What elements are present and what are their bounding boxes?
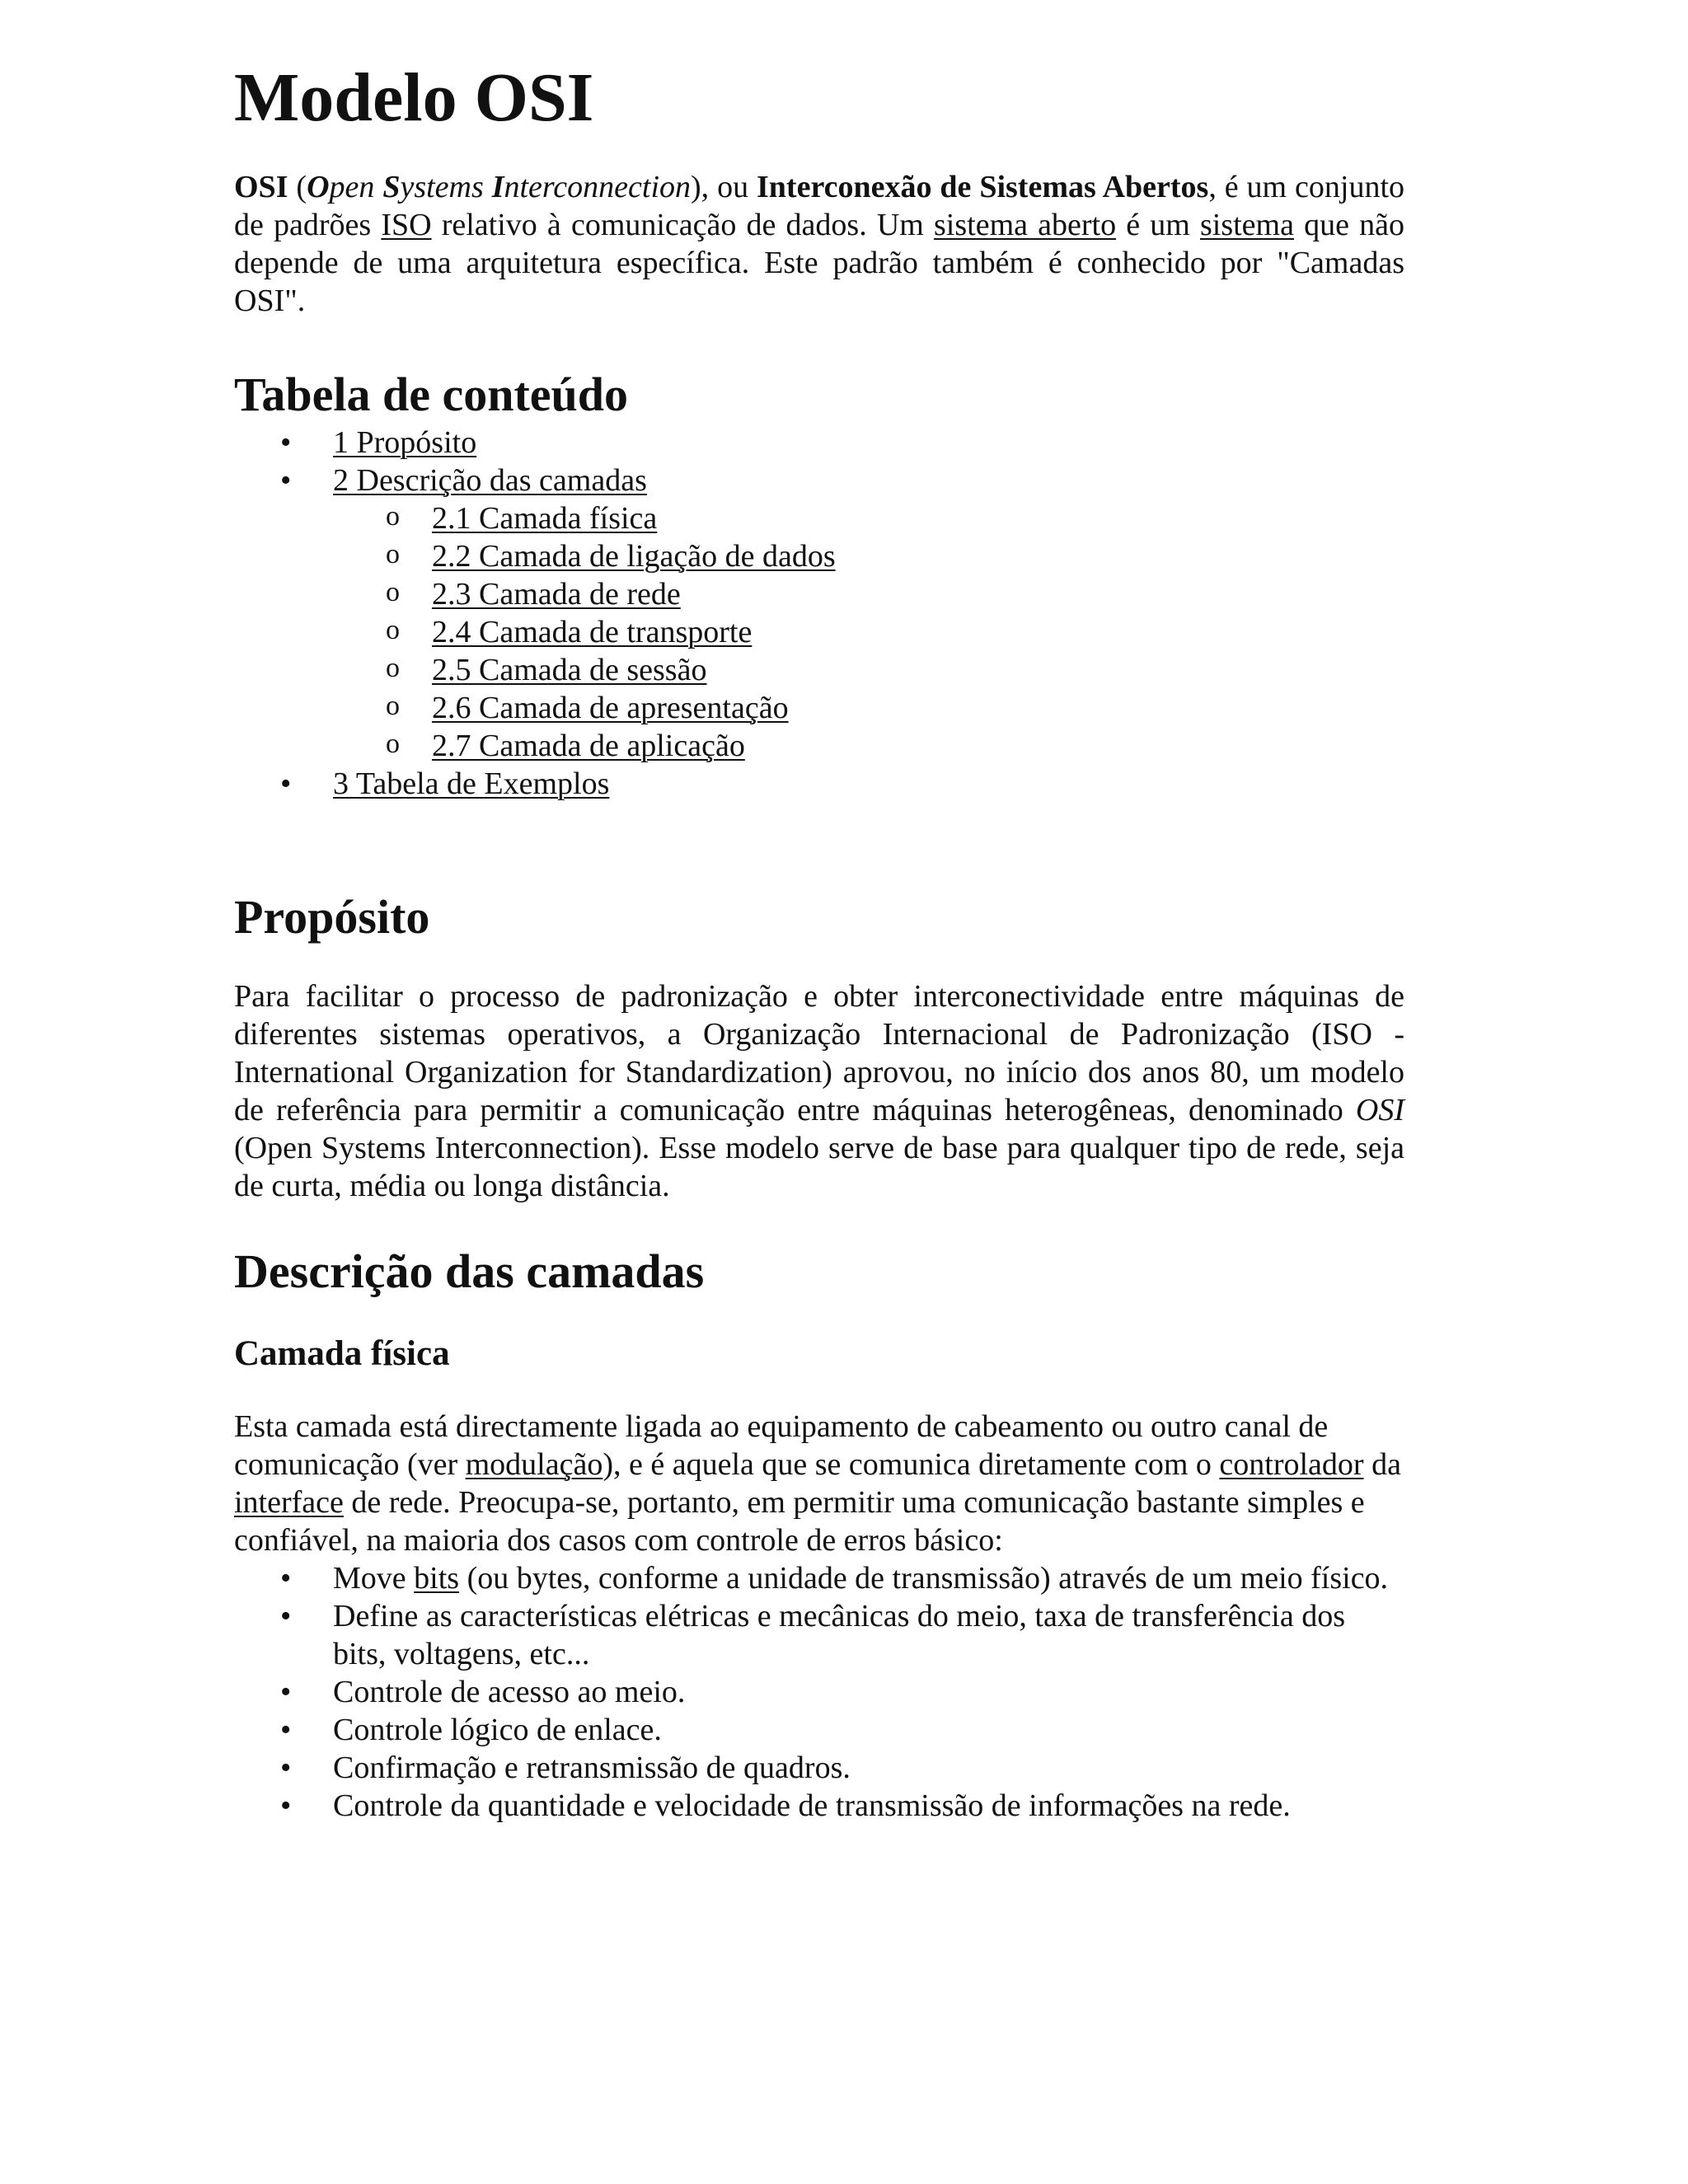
toc-subitem [333,651,1404,689]
toc-link-camada-apresentacao[interactable]: 2.6 Camada de apresentação [432,691,789,725]
intro-paragraph [234,168,1404,320]
descricao-heading: Descrição das camadas [234,1244,705,1298]
fisica-text: ), e é aquela que se comunica diretamente com o [603,1447,1220,1482]
toc-subitem [333,537,1404,575]
toc-item [234,462,1404,765]
toc-link-camada-sessao[interactable]: 2.5 Camada de sessão [432,653,707,687]
initial-s: S [382,170,401,204]
proposito-text: Para facilitar o processo de padronização e obter interconectividade entre máquinas de diferentes sistemas operativos, a Organização Internacional de Padronização (ISO - International Organization for Standardization) aprovou, no início dos anos 80, um modelo de referência para permitir a comunicação entre máquinas heterogêneas, denominado [234,979,1404,1127]
table-of-contents [234,424,1404,803]
toc-subitem [333,499,1404,537]
toc-sublist [333,499,1404,765]
toc-link-camada-aplicacao[interactable]: 2.7 Camada de aplicação [432,729,745,763]
bits-link[interactable]: bits [414,1561,460,1596]
list-item: • Define as características elétricas e mecânicas do meio, taxa de transferência dos bits, voltagens, etc... [234,1597,1404,1673]
toc-link-proposito[interactable]: 1 Propósito [333,425,477,460]
toc-link-camada-transporte[interactable]: 2.4 Camada de transporte [432,615,753,649]
osi-bold: OSI [234,170,288,204]
iso-link[interactable]: ISO [381,208,432,242]
proposito-paragraph [234,977,1404,1205]
page-title: Modelo OSI [234,59,594,136]
fisica-text: de rede. Preocupa-se, portanto, em permitir uma comunicação bastante simples e confiável, na maioria dos casos com controle de erros básico: [234,1485,1365,1558]
initial-i: I [491,170,504,204]
word-open: pen [329,170,383,204]
controlador-link[interactable]: controlador [1219,1447,1364,1482]
toc-heading: Tabela de conteúdo [234,368,629,421]
toc-link-descricao[interactable]: 2 Descrição das camadas [333,463,647,498]
osi-italic: OSI [1355,1093,1404,1127]
interconexao-bold: Interconexão de Sistemas Abertos [757,170,1209,204]
word-interconnection: nterconnection [504,170,691,204]
sistema-aberto-link[interactable]: sistema aberto [934,208,1117,242]
toc-subitem [333,613,1404,651]
toc-subitem [333,575,1404,613]
toc-item [234,765,1404,803]
list-item [234,1559,1404,1597]
fisica-text: da [1363,1447,1401,1482]
camada-fisica-bullets [234,1559,1404,1825]
sistema-link[interactable]: sistema [1199,208,1294,242]
proposito-text: (Open Systems Interconnection). Esse modelo serve de base para qualquer tipo de rede, seja de curta, média ou longa distância. [234,1131,1404,1203]
toc-link-camada-rede[interactable]: 2.3 Camada de rede [432,577,681,612]
intro-text: , é um conjunto de padrões [234,170,1405,242]
proposito-heading: Propósito [234,890,430,944]
intro-text: é um [1116,208,1200,242]
intro-text: que não depende de uma arquitetura específica. Este padrão também é conhecido por "Camadas OSI". [234,208,1404,318]
intro-text: relativo à comunicação de dados. Um [431,208,935,242]
camada-fisica-paragraph [234,1408,1404,1559]
interface-link[interactable]: interface [234,1485,344,1520]
list-item: • Controle de acesso ao meio. [234,1673,1404,1711]
toc-subitem [333,689,1404,727]
bullet-text: Move [333,1561,415,1596]
camada-fisica-heading: Camada física [234,1334,450,1373]
toc-subitem [333,727,1404,765]
word-systems: ystems [400,170,492,204]
list-item: • Controle lógico de enlace. [234,1711,1404,1749]
toc-link-camada-fisica[interactable]: 2.1 Camada física [432,501,658,536]
list-item: • Confirmação e retransmissão de quadros. [234,1749,1404,1787]
list-item: • Controle da quantidade e velocidade de transmissão de informações na rede. [234,1787,1404,1825]
intro-text: ( [288,170,307,204]
intro-text: ), ou [691,170,757,204]
initial-o: O [307,170,330,204]
bullet-text: (ou bytes, conforme a unidade de transmissão) através de um meio físico. [459,1561,1389,1596]
modulacao-link[interactable]: modulação [465,1447,603,1482]
toc-link-camada-ligacao[interactable]: 2.2 Camada de ligação de dados [432,539,836,574]
toc-item [234,424,1404,462]
toc-link-exemplos[interactable]: 3 Tabela de Exemplos [333,766,610,801]
open-systems-italic [307,170,691,204]
document-page [234,49,1404,1825]
fisica-text: Esta camada está directamente ligada ao equipamento de cabeamento ou outro canal de comunicação (ver [234,1409,1329,1482]
